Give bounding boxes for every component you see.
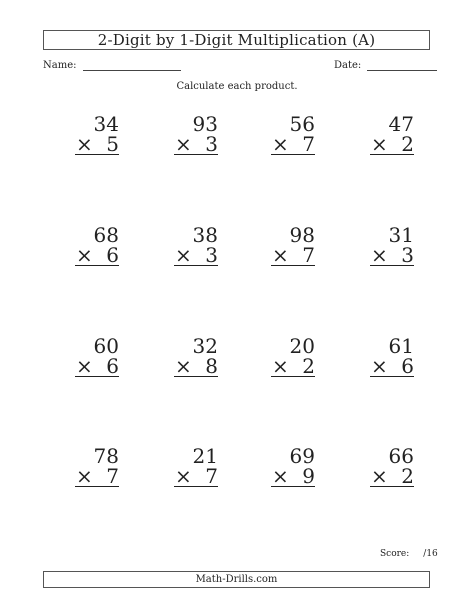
multiplier: 6 — [106, 243, 119, 267]
multiplicand: 68 — [93, 223, 119, 247]
multiplier: 7 — [302, 132, 315, 156]
multiplicand: 61 — [388, 334, 414, 358]
multiplier-row — [174, 245, 218, 266]
multiplicand: 93 — [192, 112, 218, 136]
times-sign: × — [371, 464, 388, 488]
multiplicand: 20 — [289, 334, 315, 358]
multiplier: 5 — [106, 132, 119, 156]
times-sign: × — [175, 243, 192, 267]
problem-6 — [174, 225, 218, 266]
multiplicand: 21 — [192, 444, 218, 468]
multiplier: 7 — [106, 464, 119, 488]
problem-3 — [271, 114, 315, 155]
times-sign: × — [76, 464, 93, 488]
problem-12 — [370, 336, 414, 377]
footer — [43, 571, 430, 588]
worksheet-title-text: 2-Digit by 1-Digit Multiplication (A) — [97, 31, 376, 49]
score-field — [380, 549, 438, 559]
problem-10 — [174, 336, 218, 377]
date-field — [334, 60, 437, 71]
name-field — [43, 60, 181, 71]
multiplier-row — [370, 134, 414, 155]
multiplier: 9 — [302, 464, 315, 488]
multiplier: 8 — [205, 354, 218, 378]
multiplier-row — [271, 466, 315, 487]
multiplier: 6 — [106, 354, 119, 378]
times-sign: × — [175, 132, 192, 156]
multiplier-row — [174, 466, 218, 487]
times-sign: × — [272, 132, 289, 156]
times-sign: × — [371, 354, 388, 378]
multiplicand: 60 — [93, 334, 119, 358]
multiplier-row — [174, 134, 218, 155]
multiplicand: 66 — [388, 444, 414, 468]
date-blank-line — [367, 61, 437, 71]
problem-7 — [271, 225, 315, 266]
times-sign: × — [272, 243, 289, 267]
multiplier-row — [370, 245, 414, 266]
multiplier-row — [75, 466, 119, 487]
problem-2 — [174, 114, 218, 155]
date-label: Date: — [334, 60, 362, 71]
multiplicand: 98 — [289, 223, 315, 247]
problem-8 — [370, 225, 414, 266]
multiplier-row — [75, 134, 119, 155]
times-sign: × — [175, 464, 192, 488]
score-total: /16 — [423, 549, 438, 559]
problem-1 — [75, 114, 119, 155]
problem-15 — [271, 446, 315, 487]
problem-14 — [174, 446, 218, 487]
multiplier: 2 — [401, 464, 414, 488]
problem-13 — [75, 446, 119, 487]
problem-5 — [75, 225, 119, 266]
problem-16 — [370, 446, 414, 487]
multiplicand: 56 — [289, 112, 315, 136]
times-sign: × — [371, 132, 388, 156]
times-sign: × — [272, 354, 289, 378]
problem-4 — [370, 114, 414, 155]
times-sign: × — [76, 354, 93, 378]
site-credit: Math-Drills.com — [195, 574, 278, 585]
instructions: Calculate each product. — [176, 81, 298, 92]
times-sign: × — [76, 132, 93, 156]
name-blank-line — [83, 61, 181, 71]
name-label: Name: — [43, 60, 77, 71]
multiplier-row — [271, 245, 315, 266]
multiplicand: 31 — [388, 223, 414, 247]
multiplier-row — [271, 356, 315, 377]
multiplicand: 32 — [192, 334, 218, 358]
multiplier: 3 — [401, 243, 414, 267]
problem-11 — [271, 336, 315, 377]
multiplicand: 78 — [93, 444, 119, 468]
multiplier-row — [75, 245, 119, 266]
multiplicand: 69 — [289, 444, 315, 468]
problem-9 — [75, 336, 119, 377]
times-sign: × — [272, 464, 289, 488]
multiplier: 7 — [205, 464, 218, 488]
times-sign: × — [175, 354, 192, 378]
score-label: Score: — [380, 549, 410, 559]
multiplier-row — [75, 356, 119, 377]
multiplier-row — [174, 356, 218, 377]
multiplier: 2 — [302, 354, 315, 378]
times-sign: × — [76, 243, 93, 267]
multiplier: 7 — [302, 243, 315, 267]
multiplicand: 34 — [93, 112, 119, 136]
multiplier-row — [271, 134, 315, 155]
multiplicand: 38 — [192, 223, 218, 247]
times-sign: × — [371, 243, 388, 267]
multiplier: 3 — [205, 132, 218, 156]
multiplier: 3 — [205, 243, 218, 267]
multiplier-row — [370, 466, 414, 487]
multiplier: 6 — [401, 354, 414, 378]
multiplicand: 47 — [388, 112, 414, 136]
multiplier: 2 — [401, 132, 414, 156]
worksheet-title — [43, 30, 430, 50]
multiplier-row — [370, 356, 414, 377]
